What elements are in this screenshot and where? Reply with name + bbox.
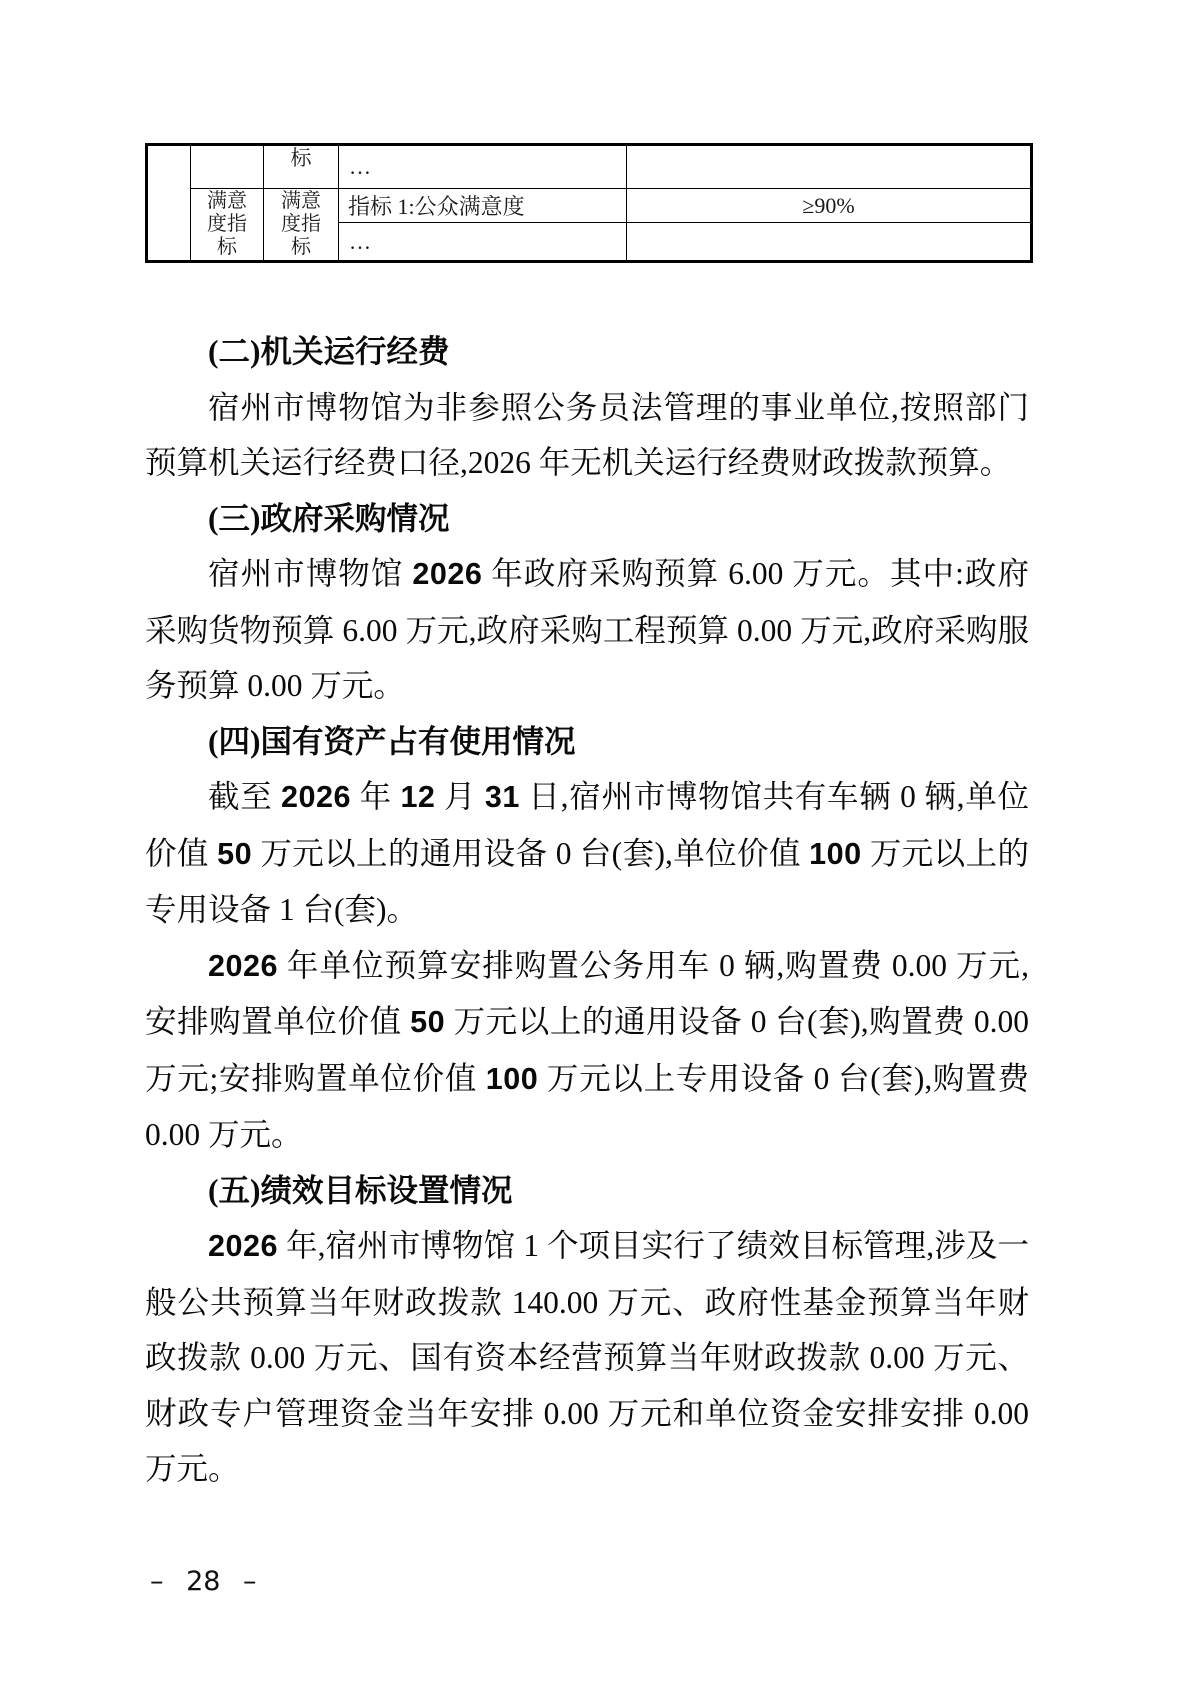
table-row xyxy=(147,189,1032,223)
bold-number: 31 xyxy=(484,780,520,814)
table-cell-indicator-name: 指标 1:公众满意度 xyxy=(339,189,627,223)
paragraph xyxy=(145,769,1029,938)
text-run: (五)绩效目标设置情况 xyxy=(208,1172,513,1208)
text-run: 宿州市博物馆为非参照公务员法管理的事业单位,按照部门预算机关运行经费口径,2026 年无机关运行经费财政拨款预算。 xyxy=(145,389,1029,480)
text-run: 年政府采购预算 6.00 万元。其中:政府采购货物预算 6.00 万元,政府采购工程预算 0.00 万元,政府采购服务预算 0.00 万元。 xyxy=(145,556,1029,703)
bold-number: 12 xyxy=(400,780,436,814)
bold-number: 2026 xyxy=(208,948,278,983)
table-cell-satisfaction-group xyxy=(191,189,264,262)
table-cell-empty xyxy=(627,223,1032,262)
satisfaction-sub-label: 满意度指标 xyxy=(281,190,321,258)
text-run: 万元以上专用设备 0 台(套),购置费 0.00 万元。 xyxy=(145,1060,1029,1152)
table-cell-empty xyxy=(191,145,264,189)
text-run: 年,宿州市博物馆 1 个项目实行了绩效目标管理,涉及一般公共预算当年财政拨款 140.00 万元、政府性基金预算当年财政拨款 0.00 万元、国有资本经营预算当年财政拨款 0.00 万元、财政专户管理资金当年安排 0.00 万元和单位资金安排安排 0.00 万元。 xyxy=(145,1228,1029,1486)
text-run: 万元以上的专用设备 1 台(套)。 xyxy=(145,835,1029,927)
paragraph xyxy=(145,938,1029,1163)
text-run: 万元以上的通用设备 0 台(套),购置费 0.00 万元;安排购置单位价值 xyxy=(145,1004,1029,1096)
paragraph xyxy=(145,380,1029,491)
paragraph xyxy=(145,1218,1029,1497)
section-heading xyxy=(145,324,1029,380)
paragraph xyxy=(145,546,1029,714)
section-heading xyxy=(145,1163,1029,1219)
table-cell-empty xyxy=(627,145,1032,189)
bold-number: 100 xyxy=(485,1061,539,1096)
section-heading xyxy=(145,714,1029,770)
bold-number: 50 xyxy=(217,836,253,871)
bold-number: 2026 xyxy=(281,780,352,814)
performance-indicators-table xyxy=(145,143,1033,263)
table-row xyxy=(147,145,1032,189)
text-run: 日,宿州市博物馆共有车辆 0 辆,单位价值 xyxy=(145,779,1029,871)
table-cell-indicator-value: ≥90% xyxy=(627,189,1032,223)
text-run: 月 xyxy=(435,779,485,814)
text-run: 万元以上的通用设备 0 台(套),单位价值 xyxy=(252,835,810,871)
page-number: – 28 – xyxy=(150,1566,257,1597)
text-run: (四)国有资产占有使用情况 xyxy=(208,723,576,759)
table-cell-satisfaction-sub xyxy=(264,189,339,262)
bold-number: 2026 xyxy=(412,557,483,591)
bold-number: 100 xyxy=(809,836,862,871)
table-cell-ellipsis: … xyxy=(339,145,627,189)
text-run: (三)政府采购情况 xyxy=(208,500,450,536)
table-cell-empty-left xyxy=(147,145,191,262)
satisfaction-group-label: 满意度指标 xyxy=(207,190,247,258)
document-body xyxy=(145,324,1029,1497)
table-cell-partial-label: 标 xyxy=(264,145,339,189)
section-heading xyxy=(145,491,1029,547)
text-run: 宿州市博物馆 xyxy=(208,556,413,591)
bold-number: 50 xyxy=(410,1005,446,1039)
text-run: 年 xyxy=(351,779,401,814)
text-run: 截至 xyxy=(208,779,282,814)
table-cell-ellipsis: … xyxy=(339,223,627,262)
text-run: (二)机关运行经费 xyxy=(208,334,450,369)
text-run: 年单位预算安排购置公务用车 0 辆,购置费 0.00 万元,安排购置单位价值 xyxy=(145,947,1029,1039)
bold-number: 2026 xyxy=(208,1229,278,1263)
